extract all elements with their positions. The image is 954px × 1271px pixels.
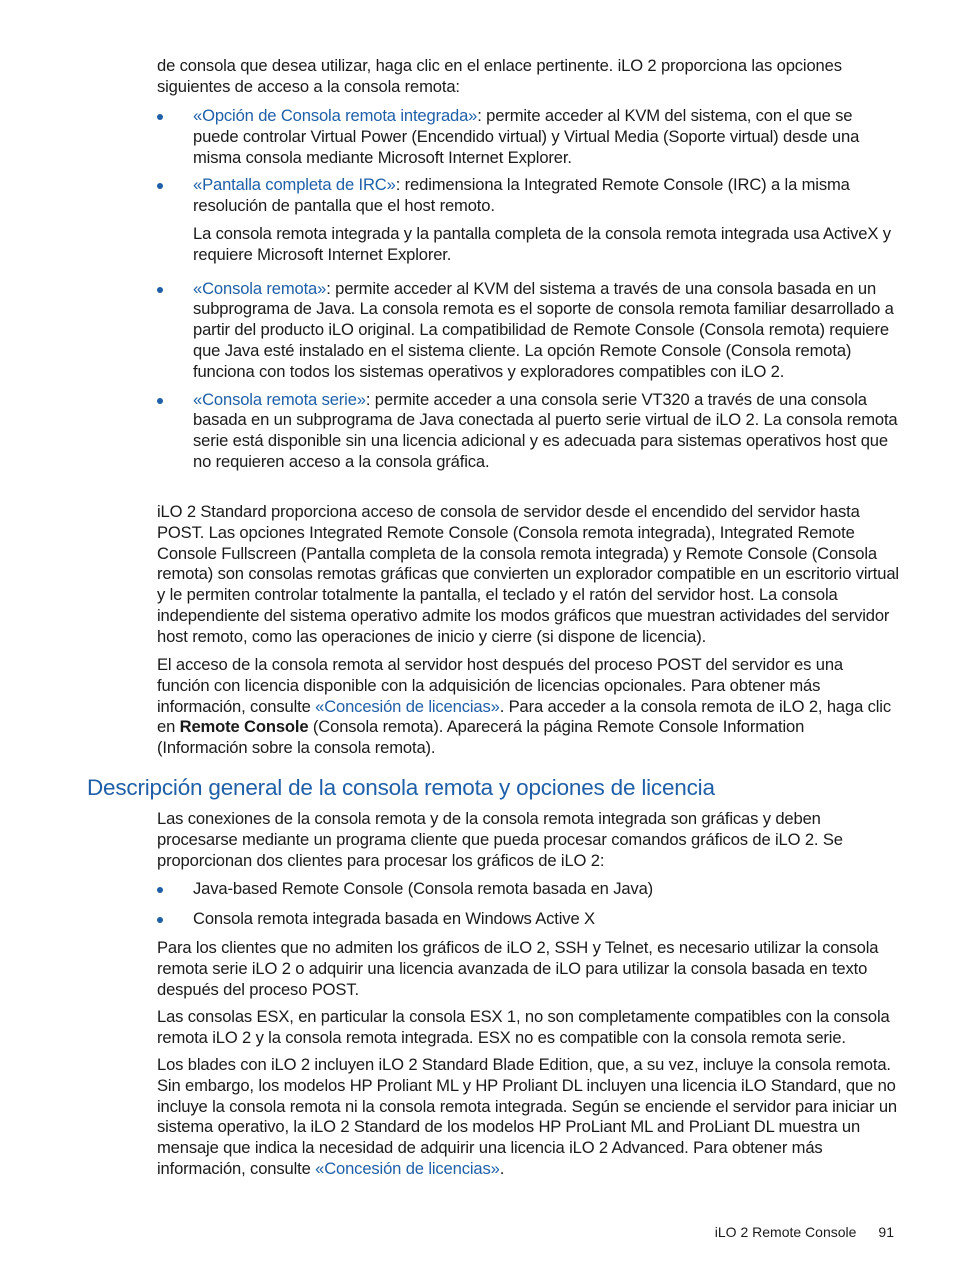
option-note: La consola remota integrada y la pantalla completa de la consola remota integrada usa ActiveX y requiere Microsoft Internet Explorer. [193,223,891,264]
bullet-icon [157,114,163,120]
option-text: : permite acceder al KVM del sistema a través de una consola basada en un subprograma de Java. La consola remota es el soporte de consola remota familiar desarrollado a partir del producto iLO original. La compatibilidad de Remote Console (Consola remota) requiere que Java esté instalado en el sistema cliente. La opción Remote Console (Consola remota) funciona con todos los sistemas operativos y exploradores compatibles con iLO 2. [193,278,894,381]
list-item [157,879,899,900]
blades-text: Los blades con iLO 2 incluyen iLO 2 Standard Blade Edition, que, a su vez, incluye la consola remota. Sin embargo, los modelos HP Proliant ML y HP Proliant DL incluyen una licencia iLO Standard, que no incluye la consola remota ni la consola remota integrada. Según se enciende el servidor para iniciar un sistema operativo, la iLO 2 Standard de los modelos HP ProLiant ML and ProLiant DL muestra un mensaje que indica la necesidad de adquirir una licencia iLO 2 Advanced. Para obtener más información, consulte [157,1055,898,1178]
clients-list [157,879,899,930]
option-text: : redimensiona la Integrated Remote Console (IRC) a la misma resolución de pantalla que el host remoto. [193,175,850,216]
clients-paragraph [157,938,899,1000]
licensing-link[interactable]: «Concesión de licencias» [315,1158,500,1178]
option-link[interactable]: «Pantalla completa de IRC» [193,175,396,195]
bullet-icon [157,287,163,293]
standard-text: iLO 2 Standard proporciona acceso de consola de servidor desde el encendido del servidor hasta POST. Las opciones Integrated Remote Console (Consola remota integrada), Integrated Remote Console Fullscreen (Pantalla completa de la consola remota integrada) y Remote Console (Consola remota) son consolas remotas gráficas que convierten un explorador compatible en un escritorio virtual y le permiten controlar totalmente la pantalla, el teclado y el ratón del servidor host. La consola independiente del sistema operativo admite los modos gráficos que muestran actividades del servidor host remoto, como las operaciones de inicio y cierre (si dispone de licencia). [157,502,899,646]
footer-title: iLO 2 Remote Console [714,1224,857,1240]
option-link[interactable]: «Consola remota serie» [193,389,366,409]
clients-para-text: Para los clientes que no admiten los gráficos de iLO 2, SSH y Telnet, es necesario utilizar la consola remota serie iLO 2 o adquirir una licencia avanzada de iLO para utilizar la consola basada en texto después del proceso POST. [157,938,879,999]
access-text: El acceso de la consola remota al servidor host después del proceso POST del servidor es una función con licencia disponible con la adquisición de licencias opcionales. Para obtener más información, consulte [157,655,843,716]
list-item [157,909,899,930]
list-item [157,175,899,265]
list-item [157,279,899,383]
esx-text: Las consolas ESX, en particular la consola ESX 1, no son completamente compatibles con la consola remota iLO 2 y la consola remota integrada. ESX no es compatible con la consola remota serie. [157,1007,890,1047]
connections-text: Las conexiones de la consola remota y de la consola remota integrada son gráficas y deben procesarse mediante un programa cliente que pueda procesar comandos gráficos de iLO 2. Se proporcionan dos clientes para procesar los gráficos de iLO 2: [157,809,843,870]
connections-paragraph [157,809,899,871]
licensing-link[interactable]: «Concesión de licencias» [315,696,500,716]
options-list [157,106,899,473]
blades-text-end: . [499,1158,505,1178]
access-text-cont: . Para acceder a la consola remota de iLO 2, haga clic en [157,696,891,737]
blades-paragraph [157,1055,899,1180]
page-number: 91 [878,1224,894,1240]
access-paragraph [157,655,899,759]
remote-console-bold: Remote Console [179,717,309,737]
client-text: Java-based Remote Console (Consola remota basada en Java) [193,879,654,898]
list-item [157,106,899,168]
option-link[interactable]: «Consola remota» [193,278,327,298]
bullet-icon [157,398,163,404]
bullet-icon [157,183,163,189]
option-text: : permite acceder a una consola serie VT320 a través de una consola basada en un subprograma de Java conectada al puerto serie virtual de iLO 2. La consola remota serie está disponible sin una licencia adicional y es adecuada para sistemas operativos host que no requieren acceso a la consola gráfica. [193,389,898,471]
intro-text: de consola que desea utilizar, haga clic en el enlace pertinente. iLO 2 proporciona las opciones siguientes de acceso a la consola remota: [157,56,842,96]
option-link[interactable]: «Opción de Consola remota integrada» [193,106,478,125]
client-text: Consola remota integrada basada en Windows Active X [193,908,595,928]
intro-paragraph [157,56,899,98]
section-heading: Descripción general de la consola remota y opciones de licencia [87,775,715,800]
page-footer [715,1223,894,1241]
standard-paragraph [157,502,899,648]
option-text: : permite acceder al KVM del sistema, con el que se puede controlar Virtual Power (Encendido virtual) y Virtual Media (Soporte virtual) desde una misma consola mediante Microsoft Internet Explorer. [193,106,860,167]
bullet-icon [157,887,163,893]
esx-paragraph [157,1007,899,1049]
bullet-icon [157,917,163,923]
list-item [157,390,899,473]
access-text-end: (Consola remota). Aparecerá la página Remote Console Information (Información sobre la consola remota). [157,717,805,758]
